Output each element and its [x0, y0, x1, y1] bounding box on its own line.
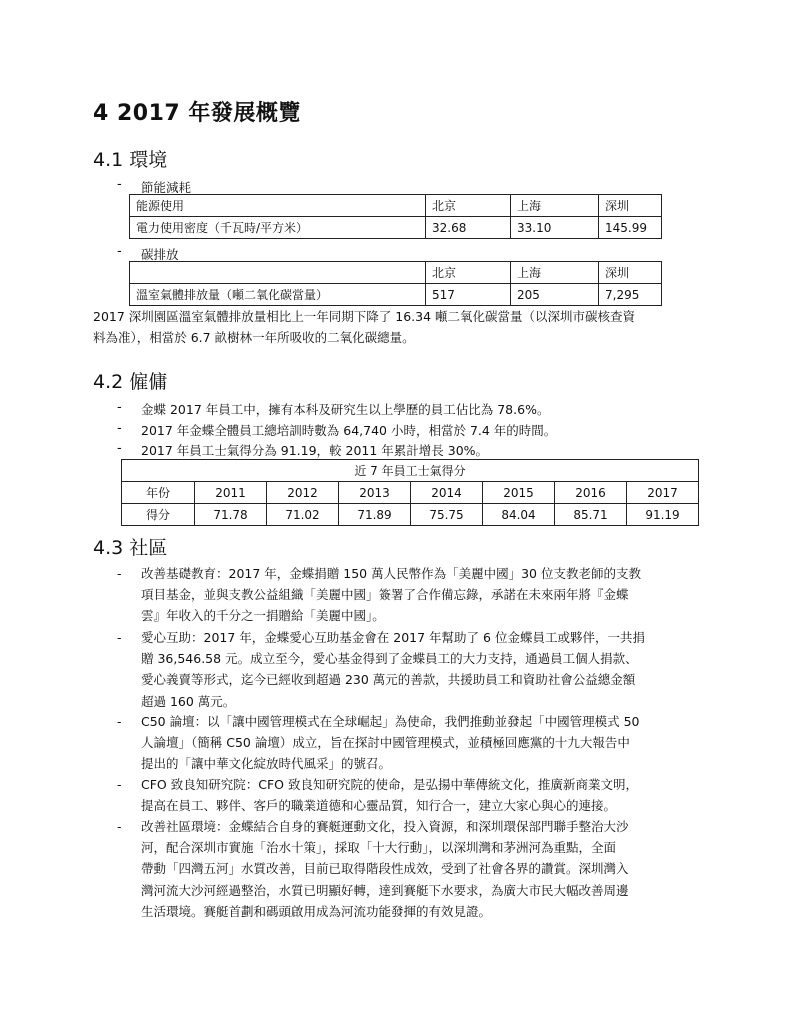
energy-label: 節能減耗 — [141, 180, 192, 195]
carbon-header-cell: 上海 — [511, 262, 599, 284]
bullet-dash: - — [117, 400, 122, 415]
morale-score-cell: 71.89 — [339, 504, 411, 526]
energy-header-cell: 北京 — [426, 195, 511, 217]
morale-year-cell: 2016 — [555, 482, 627, 504]
community-item-line: 改善社區環境：金蝶結合自身的賽艇運動文化，投入資源，和深圳環保部門聯手整治大沙 — [141, 819, 629, 834]
community-item — [141, 711, 701, 775]
carbon-row-cell: 205 — [511, 284, 599, 306]
employment-bullet: 2017 年員工士氣得分為 91.19，較 2011 年累計增長 30%。 — [141, 443, 489, 458]
energy-row-cell: 33.10 — [511, 217, 599, 239]
community-item-line: 改善基礎教育：2017 年，金蝶捐贈 150 萬人民幣作為「美麗中國」30 位支教老師的支教 — [141, 566, 641, 581]
employment-bullet: 2017 年金蝶全體員工總培訓時數為 64,740 小時，相當於 7.4 年的時間。 — [141, 423, 557, 438]
morale-year-cell: 2017 — [627, 482, 699, 504]
page-heading: 4 2017 年發展概覽 — [93, 101, 301, 126]
community-item-line: 超過 160 萬元。 — [141, 693, 236, 709]
bullet-dash: - — [117, 244, 122, 259]
community-item — [141, 627, 701, 712]
section-title-employment: 4.2 僱傭 — [93, 371, 168, 393]
energy-table — [129, 194, 662, 239]
bullet-dash: - — [117, 441, 122, 456]
community-item-line: 項目基金，並與支教公益組織「美麗中國」簽署了合作備忘錄，承諾在未來兩年將『金蝶 — [141, 587, 629, 603]
community-item-line: 提高在員工、夥伴、客戶的職業道德和心靈品質，知行合一，建立大家心與心的連接。 — [141, 798, 617, 814]
energy-row-cell: 145.99 — [599, 217, 662, 239]
community-item — [141, 816, 701, 922]
community-item-line: 灣河流大沙河經過整治，水質已明顯好轉，達到賽艇下水要求，為廣大市民大幅改善周邊 — [141, 882, 629, 898]
section-title-environment: 4.1 環境 — [93, 149, 168, 171]
carbon-header-cell — [130, 262, 426, 284]
morale-year-cell: 2013 — [339, 482, 411, 504]
morale-table — [121, 459, 699, 526]
morale-year-cell: 2015 — [483, 482, 555, 504]
morale-year-cell: 2014 — [411, 482, 483, 504]
energy-header-cell: 上海 — [511, 195, 599, 217]
morale-score-cell: 71.78 — [195, 504, 267, 526]
carbon-note-line: 2017 深圳園區溫室氣體排放量相比上一年同期下降了 16.34 噸二氧化碳當量（以深圳市碳核查資 — [93, 309, 636, 324]
morale-year-cell: 2012 — [267, 482, 339, 504]
carbon-header-cell: 深圳 — [599, 262, 662, 284]
carbon-note-line: 料為准），相當於 6.7 畝樹林一年所吸收的二氧化碳總量。 — [93, 330, 415, 345]
bullet-dash: - — [117, 421, 122, 436]
community-item-line: 人論壇」（簡稱 C50 論壇）成立，旨在探討中國管理模式，並積極回應黨的十九大報告中 — [141, 735, 630, 751]
community-item-line: 贈 36,546.58 元。成立至今，愛心基金得到了金蝶員工的大力支持，通過員工個人捐款、 — [141, 651, 638, 667]
section-title-community: 4.3 社區 — [93, 537, 168, 559]
morale-score-cell: 71.02 — [267, 504, 339, 526]
bullet-dash: - — [117, 777, 122, 792]
morale-score-cell: 91.19 — [627, 504, 699, 526]
carbon-table — [129, 261, 662, 306]
energy-header-cell: 能源使用 — [130, 195, 426, 217]
community-item-line: 帶動「四灣五河」水質改善，目前已取得階段性成效，受到了社會各界的讚賞。深圳灣入 — [141, 861, 629, 877]
morale-score-label: 得分 — [122, 504, 195, 526]
morale-score-cell: 85.71 — [555, 504, 627, 526]
community-item-line: 愛心義賣等形式，迄今已經收到超過 230 萬元的善款，共援助員工和資助社會公益總金額 — [141, 672, 636, 688]
bullet-dash: - — [117, 566, 122, 581]
community-item-line: 生活環境。賽艇首劃和碼頭啟用成為河流功能發揮的有效見證。 — [141, 903, 492, 919]
community-item — [141, 774, 701, 816]
community-item-line: 提出的「讓中華文化綻放時代風采」的號召。 — [141, 756, 392, 772]
morale-year-label: 年份 — [122, 482, 195, 504]
energy-row-cell: 32.68 — [426, 217, 511, 239]
community-item-line: C50 論壇：以「讓中國管理模式在全球崛起」為使命，我們推動並發起「中國管理模式 50 — [141, 714, 640, 729]
carbon-row-cell: 溫室氣體排放量（噸二氧化碳當量） — [130, 284, 426, 306]
community-item — [141, 563, 701, 627]
carbon-row-cell: 517 — [426, 284, 511, 306]
morale-score-cell: 75.75 — [411, 504, 483, 526]
energy-row-cell: 電力使用密度（千瓦時/平方米） — [130, 217, 426, 239]
carbon-label: 碳排放 — [141, 247, 179, 262]
energy-header-cell: 深圳 — [599, 195, 662, 217]
employment-bullet: 金蝶 2017 年員工中，擁有本科及研究生以上學歷的員工佔比為 78.6%。 — [141, 402, 550, 417]
bullet-dash: - — [117, 819, 122, 834]
bullet-dash: - — [117, 177, 122, 192]
community-item-line: 愛心互助：2017 年，金蝶愛心互助基金會在 2017 年幫助了 6 位金蝶員工或夥伴，一共捐 — [141, 630, 645, 645]
bullet-dash: - — [117, 630, 122, 645]
carbon-row-cell: 7,295 — [599, 284, 662, 306]
carbon-header-cell: 北京 — [426, 262, 511, 284]
community-item-line: CFO 致良知研究院：CFO 致良知研究院的使命，是弘揚中華傳統文化，推廣新商業文明， — [141, 777, 638, 792]
community-item-line: 雲』年收入的千分之一捐贈給「美麗中國」。 — [141, 608, 385, 624]
morale-year-cell: 2011 — [195, 482, 267, 504]
morale-table-title: 近 7 年員工士氣得分 — [122, 460, 699, 482]
morale-score-cell: 84.04 — [483, 504, 555, 526]
bullet-dash: - — [117, 714, 122, 729]
community-item-line: 河，配合深圳市實施「治水十策」，採取「十大行動」，以深圳灣和茅洲河為重點，全面 — [141, 840, 617, 856]
